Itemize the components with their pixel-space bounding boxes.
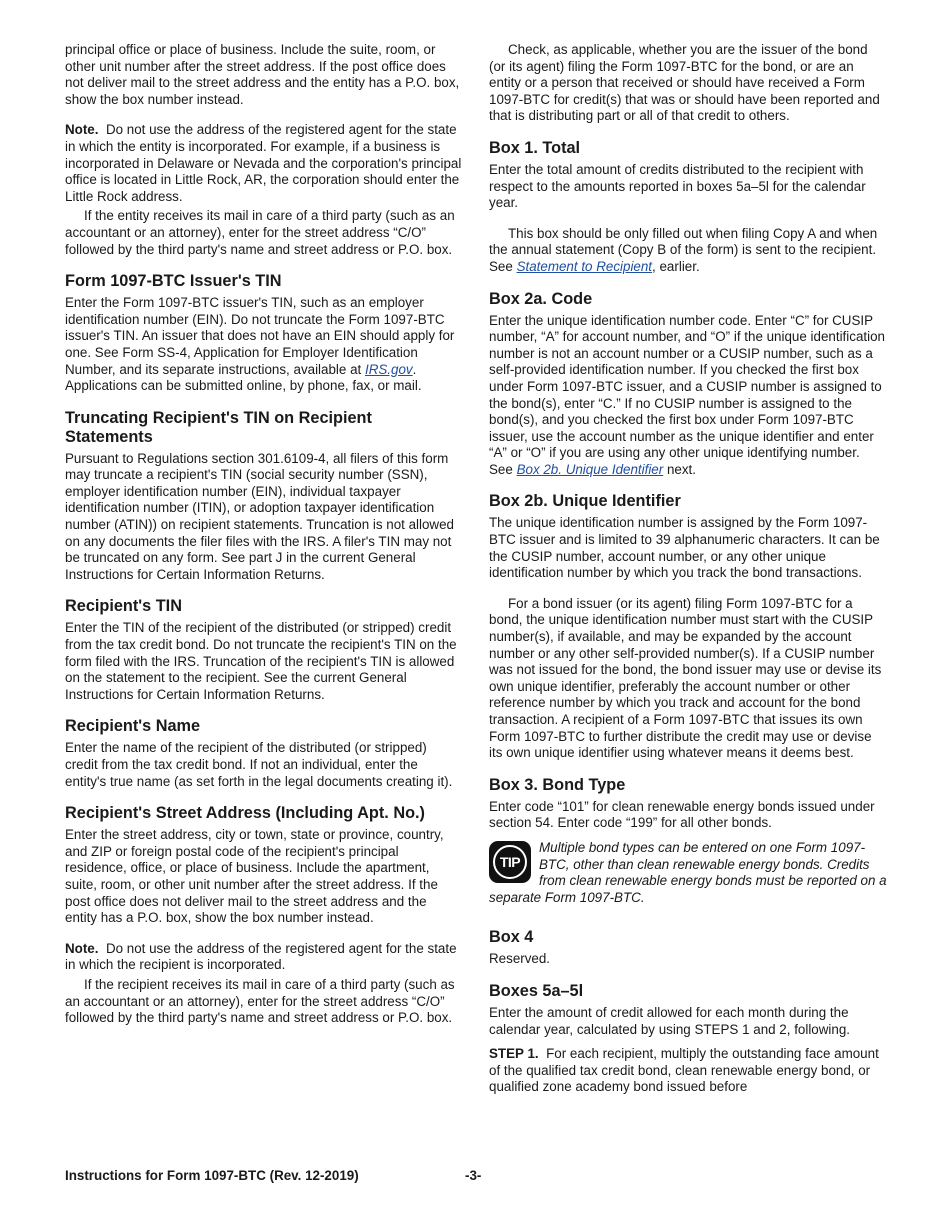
box2a-paragraph	[489, 313, 887, 479]
heading-truncating-tin: Truncating Recipient's TIN on Recipient Statements	[65, 408, 372, 446]
right-column	[489, 42, 887, 1110]
left-column	[65, 42, 462, 1041]
heading-box2a: Box 2a. Code	[489, 289, 593, 308]
care-of-paragraph: If the entity receives its mail in care of a third party (such as an accountant or an attorney), enter for the street address “C/O” followed by the third party's name and street address or P.O. box.	[65, 208, 455, 257]
box1-paragraph: Enter the total amount of credits distributed to the recipient with respect to the amounts reported in boxes 5a–5l for the calendar year.	[489, 161, 866, 211]
truncating-paragraph: Pursuant to Regulations section 301.6109-4, all filers of this form may truncate a recipient's TIN (social security number (SSN), employer identification number (EIN), individual taxpayer identification number (ITIN), or adoption taxpayer identification number (ATIN)) on recipient statements. Truncation is not allowed on any documents the filer files with the IRS. A filer's TIN may not be truncated on any form. See part J in the current General Instructions for Certain Information Returns.	[65, 450, 454, 582]
note-text: Do not use the address of the registered agent for the state in which the entity is incorporated. For example, if a business is incorporated in Delaware or Nevada and the corporation's principal office is located in Little Rock, AR, the corporation should enter the Little Rock address.	[65, 122, 462, 204]
note-label: Note.	[65, 122, 99, 138]
recipient-name-paragraph: Enter the name of the recipient of the distributed (or stripped) credit from the tax credit bond. If not an individual, enter the entity's true name (as set forth in the legal documents creating it).	[65, 740, 453, 789]
issuer-tin-text: Enter the Form 1097-BTC issuer's TIN, such as an employer identification number (EIN). Do not truncate the Form 1097-BTC issuer's TIN. An issuer that does not have an EIN should apply for one. See Form SS-4, Application for Employer Identification Number, and its separate instructions, available at	[65, 295, 455, 377]
step1-paragraph	[489, 1046, 887, 1096]
heading-recipient-name: Recipient's Name	[65, 717, 201, 736]
street-address-paragraph: Enter the street address, city or town, state or province, country, and ZIP or foreign postal code of the recipient's principal residence, office, or place of business. Include the apartment, suite, room, or other unit number after the street address. If the post office does not deliver mail to the street address and the entity has a P.O. box, show the box number instead.	[65, 827, 444, 926]
box2b-link[interactable]: Box 2b. Unique Identifier	[516, 461, 664, 477]
box4-paragraph: Reserved.	[489, 951, 551, 967]
heading-box2b: Box 2b. Unique Identifier	[489, 492, 681, 511]
heading-boxes5: Boxes 5a–5l	[489, 981, 584, 1000]
statement-to-recipient-link[interactable]: Statement to Recipient	[516, 258, 653, 274]
heading-street-address: Recipient's Street Address (Including Apt. No.)	[65, 804, 425, 823]
tip-badge-label: TIP	[493, 845, 527, 879]
note-paragraph	[65, 122, 462, 205]
box2b-paragraph-2: For a bond issuer (or its agent) filing Form 1097-BTC for a bond, the unique identification number must start with the CUSIP number(s), if available, and may be expanded by the account number or any other self-provided number(s). If a CUSIP number was not issued for the bond, the bond issuer may use or devise its own unique identifier, preferably the account number or other reference number by which you track and account for the bond transaction. A recipient of a Form 1097-BTC that issues its own Form 1097-BTC to further distribute the credit may use or devise its own unique identifier using whatever means it deems best.	[489, 595, 882, 761]
page-number: -3-	[465, 1168, 482, 1183]
box2b-paragraph: The unique identification number is assigned by the Form 1097-BTC issuer and is limited to 39 alphanumeric characters. It can be the CUSIP number, account number, or any other unique identification number by which you track the bond transactions.	[489, 515, 880, 581]
heading-issuer-tin: Form 1097-BTC Issuer's TIN	[65, 272, 282, 291]
box2a-text-end: next.	[666, 461, 696, 477]
care-of-paragraph-2: If the recipient receives its mail in care of a third party (such as an accountant or an attorney), enter for the street address “C/O” followed by the third party's name and street address or P.O. box.	[65, 976, 455, 1026]
heading-box4: Box 4	[489, 928, 534, 947]
tip-icon	[489, 841, 531, 883]
step1-label: STEP 1.	[489, 1046, 539, 1062]
heading-recipient-tin: Recipient's TIN	[65, 597, 182, 616]
note-paragraph-2	[65, 941, 462, 974]
issuer-tin-text-end: . Applications can be submitted online, by phone, fax, or mail.	[65, 361, 422, 394]
box3-paragraph: Enter code “101” for clean renewable energy bonds issued under section 54. Enter code “199” for all other bonds.	[489, 798, 875, 831]
step1-text: For each recipient, multiply the outstanding face amount of the qualified tax credit bond, clean renewable energy bond, or qualified zone academy bond issued before	[489, 1046, 879, 1095]
box1-text-end: , earlier.	[652, 258, 700, 274]
heading-box3: Box 3. Bond Type	[489, 775, 626, 794]
note-label-2: Note.	[65, 940, 99, 956]
issuer-tin-paragraph	[65, 295, 462, 395]
tip-callout	[489, 840, 887, 906]
box2a-text: Enter the unique identification number code. Enter “C” for CUSIP number, “A” for account number, and “O” if the unique identification number is not an account number or a CUSIP number, such as a self-provided identification number. If you checked the first box under Form 1097-BTC issuer, and a CUSIP number is assigned to the bond(s), enter “C.” If no CUSIP number is assigned to the bond(s), and you checked the first box under Form 1097-BTC issuer, use the account number as the unique identifier and enter “A” or “O” if you are using any other unique identifying number. See	[489, 312, 885, 477]
note-text-2: Do not use the address of the registered agent for the state in which the recipient is incorporated.	[65, 940, 457, 973]
boxes5-paragraph: Enter the amount of credit allowed for each month during the calendar year, calculated by using STEPS 1 and 2, following.	[489, 1004, 851, 1037]
intro-paragraph: principal office or place of business. Include the suite, room, or other unit number after the street address. If the post office does not deliver mail to the street address and the entity has a P.O. box, show the box number instead.	[65, 42, 460, 107]
tip-text: Multiple bond types can be entered on one Form 1097-BTC, other than clean renewable energy bonds. Credits from clean renewable energy bonds must be reported on a separate Form 1097-BTC.	[489, 839, 887, 905]
check-paragraph: Check, as applicable, whether you are the issuer of the bond (or its agent) filing the Form 1097-BTC for the bond, or are an entity or a person that received or should have received a Form 1097-BTC for credit(s) that was or should have been reported and that is distributing part or all of that credit to others.	[489, 42, 880, 124]
irs-gov-link[interactable]: IRS.gov	[364, 361, 413, 377]
box1-paragraph-2	[489, 226, 887, 276]
box1-text: This box should be only filled out when filing Copy A and when the annual statement (Copy B of the form) is sent to the recipient. See	[489, 225, 878, 274]
heading-box1: Box 1. Total	[489, 138, 581, 157]
footer-title: Instructions for Form 1097-BTC (Rev. 12-2019)	[65, 1168, 359, 1183]
recipient-tin-paragraph: Enter the TIN of the recipient of the distributed (or stripped) credit from the tax credit bond. Do not truncate the recipient's TIN on the form filed with the IRS. Truncation of the recipient's TIN is allowed on the statement to the recipient. See the current General Instructions for Certain Information Returns.	[65, 620, 457, 702]
